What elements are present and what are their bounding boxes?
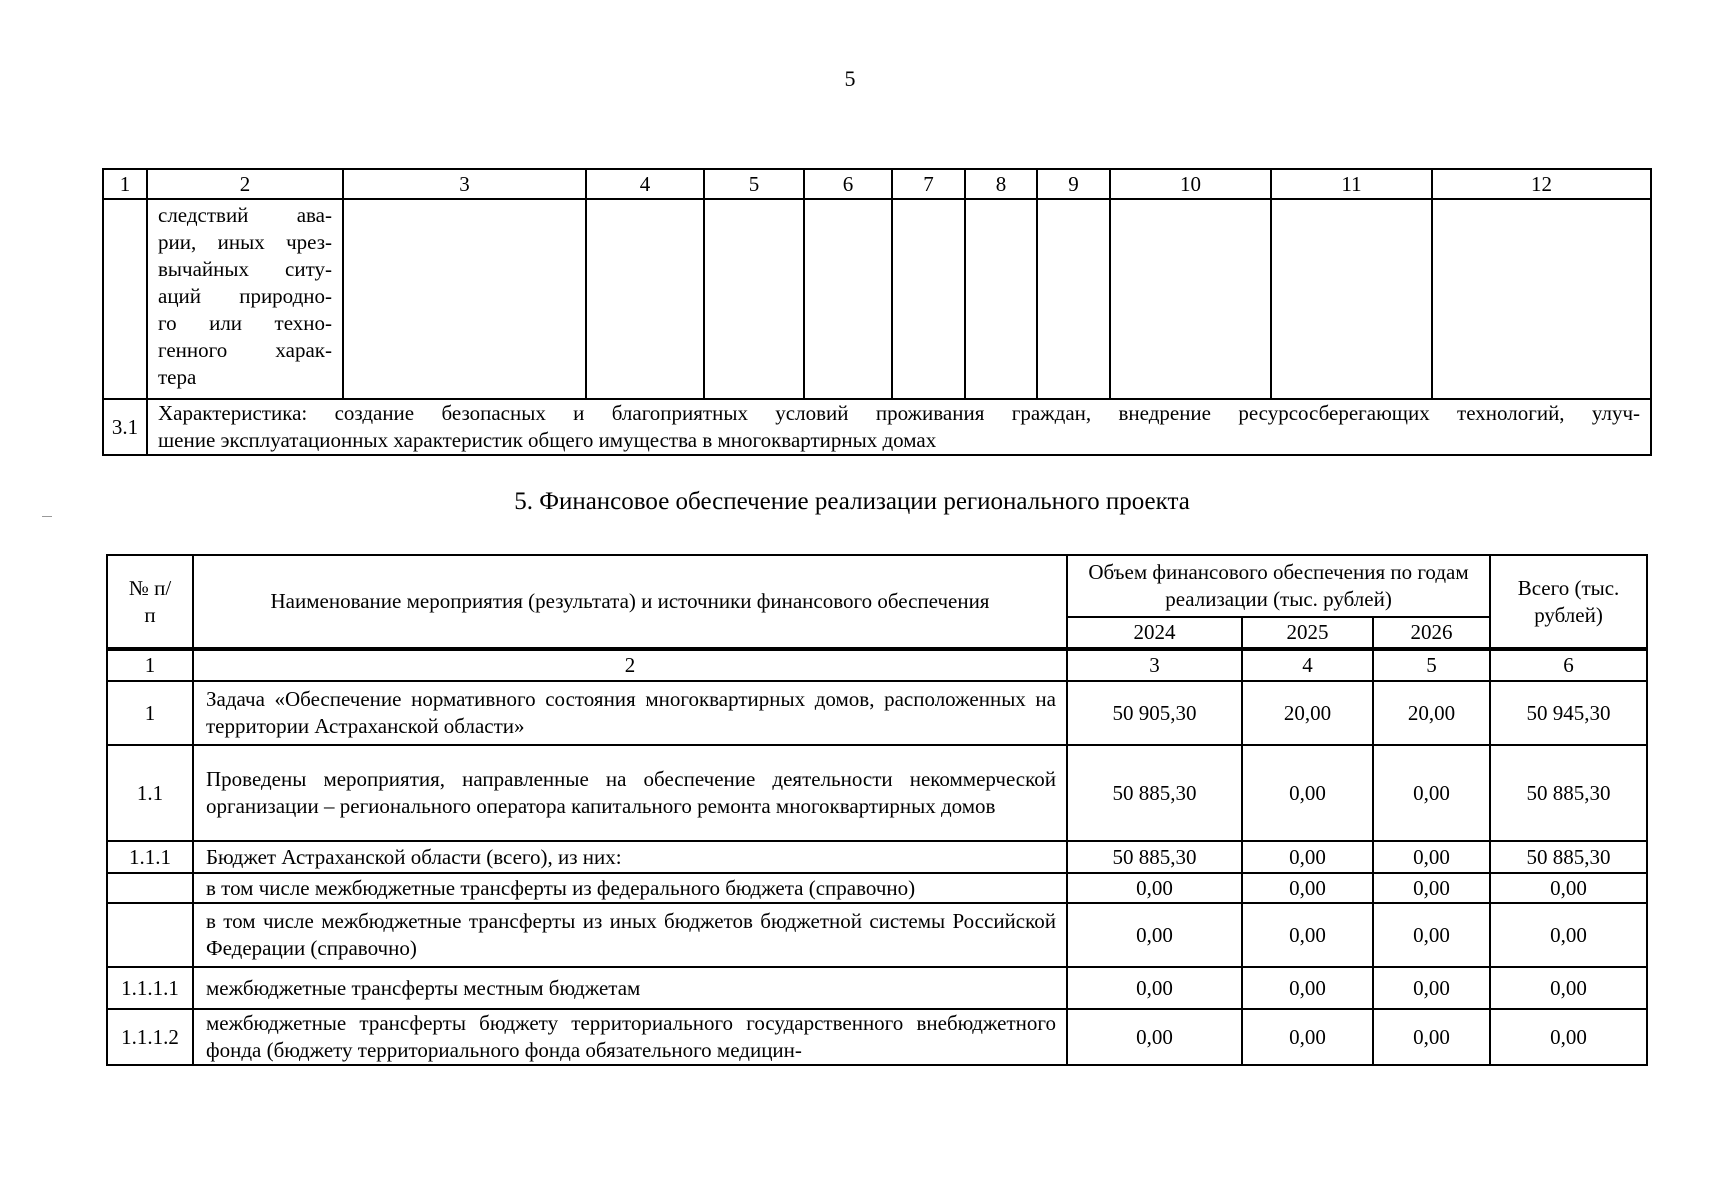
table1-col-6: 6 xyxy=(804,169,892,199)
value-2025: 0,00 xyxy=(1242,967,1373,1009)
scan-mark xyxy=(42,516,52,517)
row-num: 1.1.1.1 xyxy=(107,967,193,1009)
row-number: 3.1 xyxy=(103,399,147,455)
value-total: 50 885,30 xyxy=(1490,745,1647,841)
head-name: Наименование мероприятия (результата) и источники финансового обеспечения xyxy=(193,555,1067,649)
table-row xyxy=(107,873,1647,903)
table1-row-3-1 xyxy=(103,399,1651,455)
value-2026: 20,00 xyxy=(1373,681,1490,745)
head-volume: Объем финансового обеспечения по годам реализации (тыс. рублей) xyxy=(1067,555,1490,617)
value-2024: 50 885,30 xyxy=(1067,745,1242,841)
table1-col-5: 5 xyxy=(704,169,804,199)
row-num: 1.1.1.2 xyxy=(107,1009,193,1065)
continued-line: аций природно- xyxy=(158,284,332,308)
continued-line: генного харак- xyxy=(158,338,332,362)
row-name: Бюджет Астраханской области (всего), из них: xyxy=(193,841,1067,873)
value-2024: 0,00 xyxy=(1067,967,1242,1009)
value-2024: 0,00 xyxy=(1067,1009,1242,1065)
characteristic-line: Характеристика: создание безопасных и благоприятных условий проживания граждан, внедрение ресурсосберегающих технологий, улуч- xyxy=(158,401,1640,425)
table1-empty-cell xyxy=(804,199,892,399)
table1-empty-cell xyxy=(586,199,704,399)
value-2025: 0,00 xyxy=(1242,873,1373,903)
table1-continued-text xyxy=(147,199,343,399)
value-2026: 0,00 xyxy=(1373,1009,1490,1065)
value-total: 50 945,30 xyxy=(1490,681,1647,745)
table1-empty-cell xyxy=(892,199,965,399)
row-name: межбюджетные трансферты местным бюджетам xyxy=(193,967,1067,1009)
value-2025: 0,00 xyxy=(1242,841,1373,873)
value-2025: 0,00 xyxy=(1242,1009,1373,1065)
table2-colnum-row xyxy=(107,649,1647,681)
row-name: Проведены мероприятия, направленные на обеспечение деятельности некоммерческой организации – регионального оператора капитального ремонта многоквартирных домов xyxy=(193,745,1067,841)
table-row xyxy=(107,903,1647,967)
value-2025: 20,00 xyxy=(1242,681,1373,745)
table-row xyxy=(107,967,1647,1009)
value-2026: 0,00 xyxy=(1373,873,1490,903)
value-2024: 0,00 xyxy=(1067,903,1242,967)
table1-col-4: 4 xyxy=(586,169,704,199)
value-total: 50 885,30 xyxy=(1490,841,1647,873)
value-2024: 0,00 xyxy=(1067,873,1242,903)
value-2026: 0,00 xyxy=(1373,745,1490,841)
value-2026: 0,00 xyxy=(1373,903,1490,967)
table1-empty-cell xyxy=(103,199,147,399)
row-num: 1.1 xyxy=(107,745,193,841)
head-year-2025: 2025 xyxy=(1242,617,1373,649)
colnum-1: 1 xyxy=(107,649,193,681)
row-num: 1.1.1 xyxy=(107,841,193,873)
table1-empty-cell xyxy=(1037,199,1110,399)
characteristic-text xyxy=(147,399,1651,455)
table1-col-9: 9 xyxy=(1037,169,1110,199)
table-row xyxy=(107,841,1647,873)
table1-empty-cell xyxy=(704,199,804,399)
row-name: в том числе межбюджетные трансферты из федерального бюджета (справочно) xyxy=(193,873,1067,903)
head-num: № п/п xyxy=(107,555,193,649)
financing-table xyxy=(106,554,1648,1066)
row-num: 1 xyxy=(107,681,193,745)
table1-empty-cell xyxy=(965,199,1037,399)
colnum-2: 2 xyxy=(193,649,1067,681)
continued-line: го или техно- xyxy=(158,311,332,335)
characteristic-line: шение эксплуатационных характеристик общего имущества в многоквартирных домах xyxy=(158,428,937,452)
table2-head-row-1 xyxy=(107,555,1647,617)
table1-header-row xyxy=(103,169,1651,199)
head-total: Всего (тыс. рублей) xyxy=(1490,555,1647,649)
continued-line: тера xyxy=(158,365,197,389)
row-name: Задача «Обеспечение нормативного состояния многоквартирных домов, расположенных на территории Астраханской области» xyxy=(193,681,1067,745)
colnum-6: 6 xyxy=(1490,649,1647,681)
table1-col-3: 3 xyxy=(343,169,586,199)
table1-continued-row xyxy=(103,199,1651,399)
table1-empty-cell xyxy=(1110,199,1271,399)
value-2025: 0,00 xyxy=(1242,903,1373,967)
row-num xyxy=(107,903,193,967)
value-2025: 0,00 xyxy=(1242,745,1373,841)
row-num xyxy=(107,873,193,903)
table-row xyxy=(107,681,1647,745)
row-name: межбюджетные трансферты бюджету территориального государственного внебюджетного фонда (бюджету территориального фонда обязательного медицин- xyxy=(193,1009,1067,1065)
head-year-2026: 2026 xyxy=(1373,617,1490,649)
table1-col-10: 10 xyxy=(1110,169,1271,199)
value-2024: 50 905,30 xyxy=(1067,681,1242,745)
colnum-4: 4 xyxy=(1242,649,1373,681)
continued-line: рии, иных чрез- xyxy=(158,230,332,254)
value-2024: 50 885,30 xyxy=(1067,841,1242,873)
table1-col-2: 2 xyxy=(147,169,343,199)
table-row xyxy=(107,745,1647,841)
page-number: 5 xyxy=(844,66,856,91)
value-2026: 0,00 xyxy=(1373,967,1490,1009)
table1-col-12: 12 xyxy=(1432,169,1651,199)
table1-empty-cell xyxy=(1432,199,1651,399)
value-2026: 0,00 xyxy=(1373,841,1490,873)
colnum-5: 5 xyxy=(1373,649,1490,681)
table1-col-11: 11 xyxy=(1271,169,1432,199)
value-total: 0,00 xyxy=(1490,873,1647,903)
table1-col-1: 1 xyxy=(103,169,147,199)
table1-col-8: 8 xyxy=(965,169,1037,199)
table1-col-7: 7 xyxy=(892,169,965,199)
value-total: 0,00 xyxy=(1490,903,1647,967)
value-total: 0,00 xyxy=(1490,967,1647,1009)
continued-line: вычайных ситу- xyxy=(158,257,332,281)
colnum-3: 3 xyxy=(1067,649,1242,681)
section-title: 5. Финансовое обеспечение реализации регионального проекта xyxy=(514,488,1190,515)
table-row xyxy=(107,1009,1647,1065)
continued-line: следствий ава- xyxy=(158,203,332,227)
table1-empty-cell xyxy=(343,199,586,399)
head-year-2024: 2024 xyxy=(1067,617,1242,649)
table1-empty-cell xyxy=(1271,199,1432,399)
row-name: в том числе межбюджетные трансферты из иных бюджетов бюджетной системы Российской Федерации (справочно) xyxy=(193,903,1067,967)
results-table-continued xyxy=(102,168,1652,456)
value-total: 0,00 xyxy=(1490,1009,1647,1065)
